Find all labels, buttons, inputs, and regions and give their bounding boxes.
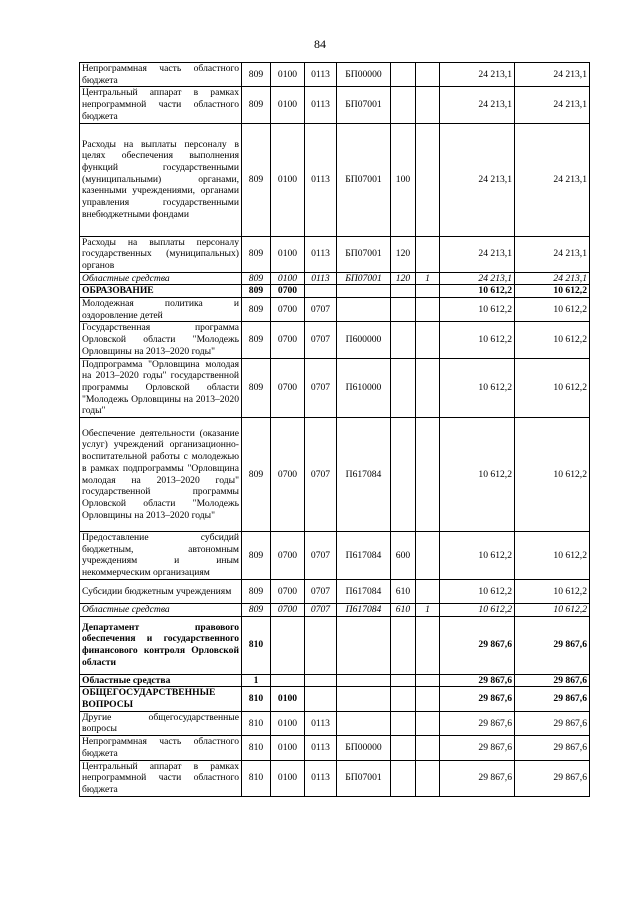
cell-expense-type — [391, 285, 416, 298]
cell-subsection: 0113 — [305, 63, 337, 87]
cell-target-article — [337, 285, 391, 298]
cell-source — [416, 711, 440, 735]
cell-target-article: П617084 — [337, 603, 391, 616]
cell-expense-type: 610 — [391, 603, 416, 616]
cell-amount-1: 29 867,6 — [440, 687, 515, 711]
cell-amount-2: 10 612,2 — [515, 322, 590, 358]
cell-section: 0100 — [271, 760, 305, 796]
cell-subsection: 0707 — [305, 579, 337, 603]
cell-subsection — [305, 674, 337, 687]
table-row — [80, 687, 590, 711]
cell-amount-2: 24 213,1 — [515, 272, 590, 285]
cell-amount-2: 29 867,6 — [515, 674, 590, 687]
cell-subsection: 0707 — [305, 603, 337, 616]
cell-expense-type — [391, 63, 416, 87]
table-row — [80, 63, 590, 87]
cell-source — [416, 322, 440, 358]
cell-section: 0100 — [271, 123, 305, 236]
cell-amount-2: 29 867,6 — [515, 616, 590, 674]
cell-section: 0700 — [271, 418, 305, 532]
cell-target-article: БП07001 — [337, 272, 391, 285]
cell-section — [271, 616, 305, 674]
cell-expense-type — [391, 298, 416, 322]
cell-target-article — [337, 616, 391, 674]
cell-expense-type — [391, 616, 416, 674]
cell-target-article: БП07001 — [337, 87, 391, 123]
cell-expense-type — [391, 674, 416, 687]
cell-source — [416, 674, 440, 687]
cell-source — [416, 87, 440, 123]
row-name: Предоставление субсидий бюджетным, автономным учреждениям и иным некоммерческим организациям — [80, 532, 242, 580]
cell-target-article: П610000 — [337, 358, 391, 418]
budget-table — [79, 62, 590, 797]
cell-target-article: П600000 — [337, 322, 391, 358]
cell-expense-type: 600 — [391, 532, 416, 580]
cell-source — [416, 579, 440, 603]
cell-subsection: 0113 — [305, 272, 337, 285]
table-row — [80, 285, 590, 298]
cell-source — [416, 285, 440, 298]
cell-expense-type: 610 — [391, 579, 416, 603]
cell-grbs: 810 — [242, 736, 271, 760]
cell-source — [416, 532, 440, 580]
cell-amount-1: 10 612,2 — [440, 603, 515, 616]
cell-grbs: 809 — [242, 418, 271, 532]
cell-subsection: 0113 — [305, 87, 337, 123]
cell-subsection: 0113 — [305, 236, 337, 272]
cell-source: 1 — [416, 603, 440, 616]
row-name: Подпрограмма "Орловщина молодая на 2013–2020 годы" государственной программы Орловской области "Молодежь Орловщины на 2013–2020 годы" — [80, 358, 242, 418]
cell-target-article: П617084 — [337, 418, 391, 532]
cell-grbs: 809 — [242, 236, 271, 272]
cell-expense-type: 120 — [391, 236, 416, 272]
cell-grbs: 809 — [242, 579, 271, 603]
cell-amount-2: 10 612,2 — [515, 603, 590, 616]
cell-amount-1: 10 612,2 — [440, 298, 515, 322]
cell-amount-1: 24 213,1 — [440, 236, 515, 272]
row-name: Обеспечение деятельности (оказание услуг) учреждений организационно-воспитательной работы с молодежью в рамках подпрограммы "Орловщина молодая на 2013–2020 годы" государственной программы Орловской области "Молодежь Орловщины на 2013–2020 годы" — [80, 418, 242, 532]
cell-grbs: 809 — [242, 285, 271, 298]
table-row — [80, 711, 590, 735]
table-row — [80, 579, 590, 603]
cell-section: 0700 — [271, 285, 305, 298]
cell-amount-1: 10 612,2 — [440, 358, 515, 418]
cell-subsection — [305, 285, 337, 298]
cell-expense-type — [391, 736, 416, 760]
cell-section: 0100 — [271, 63, 305, 87]
table-row — [80, 322, 590, 358]
table-row — [80, 236, 590, 272]
row-name: Департамент правового обеспечения и государственного финансового контроля Орловской области — [80, 616, 242, 674]
table-row — [80, 272, 590, 285]
cell-section — [271, 674, 305, 687]
cell-target-article: П617084 — [337, 579, 391, 603]
cell-subsection — [305, 616, 337, 674]
cell-source — [416, 298, 440, 322]
cell-grbs: 809 — [242, 358, 271, 418]
cell-grbs: 809 — [242, 272, 271, 285]
cell-subsection: 0707 — [305, 322, 337, 358]
cell-expense-type — [391, 687, 416, 711]
cell-amount-2: 24 213,1 — [515, 123, 590, 236]
cell-amount-2: 29 867,6 — [515, 711, 590, 735]
cell-expense-type: 120 — [391, 272, 416, 285]
cell-source — [416, 418, 440, 532]
cell-target-article: БП00000 — [337, 736, 391, 760]
cell-amount-1: 29 867,6 — [440, 760, 515, 796]
cell-target-article — [337, 674, 391, 687]
cell-section: 0100 — [271, 687, 305, 711]
cell-amount-1: 24 213,1 — [440, 123, 515, 236]
cell-target-article: П617084 — [337, 532, 391, 580]
row-name: Непрограммная часть областного бюджета — [80, 63, 242, 87]
cell-expense-type — [391, 87, 416, 123]
row-name: Молодежная политика и оздоровление детей — [80, 298, 242, 322]
cell-subsection: 0113 — [305, 736, 337, 760]
cell-section: 0700 — [271, 603, 305, 616]
row-name: ОБЩЕГОСУДАРСТВЕННЫЕ ВОПРОСЫ — [80, 687, 242, 711]
table-row — [80, 418, 590, 532]
cell-subsection: 0707 — [305, 532, 337, 580]
cell-grbs: 810 — [242, 760, 271, 796]
cell-source — [416, 687, 440, 711]
row-name: Государственная программа Орловской области "Молодежь Орловщины на 2013–2020 годы" — [80, 322, 242, 358]
cell-grbs: 809 — [242, 63, 271, 87]
row-name: Областные средства — [80, 603, 242, 616]
cell-amount-2: 10 612,2 — [515, 418, 590, 532]
cell-amount-2: 10 612,2 — [515, 358, 590, 418]
cell-section: 0100 — [271, 236, 305, 272]
cell-grbs: 809 — [242, 532, 271, 580]
cell-source — [416, 63, 440, 87]
row-name: Областные средства — [80, 674, 242, 687]
cell-subsection: 0113 — [305, 711, 337, 735]
cell-expense-type — [391, 358, 416, 418]
cell-grbs: 809 — [242, 123, 271, 236]
cell-amount-1: 29 867,6 — [440, 736, 515, 760]
cell-grbs: 810 — [242, 711, 271, 735]
table-row — [80, 674, 590, 687]
cell-target-article: БП07001 — [337, 760, 391, 796]
cell-source — [416, 358, 440, 418]
cell-section: 0100 — [271, 272, 305, 285]
table-row — [80, 358, 590, 418]
table-body — [80, 63, 590, 797]
cell-source: 1 — [416, 272, 440, 285]
cell-amount-2: 24 213,1 — [515, 63, 590, 87]
table-row — [80, 123, 590, 236]
row-name: Субсидии бюджетным учреждениям — [80, 579, 242, 603]
cell-target-article: БП07001 — [337, 123, 391, 236]
row-name: Расходы на выплаты персоналу государственных (муниципальных) органов — [80, 236, 242, 272]
cell-target-article: БП07001 — [337, 236, 391, 272]
row-name: Другие общегосударственные вопросы — [80, 711, 242, 735]
cell-amount-2: 24 213,1 — [515, 87, 590, 123]
cell-target-article — [337, 298, 391, 322]
cell-grbs: 810 — [242, 616, 271, 674]
cell-amount-2: 10 612,2 — [515, 579, 590, 603]
cell-source — [416, 760, 440, 796]
table-row — [80, 760, 590, 796]
cell-grbs: 809 — [242, 298, 271, 322]
cell-section: 0700 — [271, 322, 305, 358]
cell-source — [416, 123, 440, 236]
cell-section: 0100 — [271, 711, 305, 735]
cell-amount-1: 29 867,6 — [440, 674, 515, 687]
row-name: Непрограммная часть областного бюджета — [80, 736, 242, 760]
cell-section: 0700 — [271, 579, 305, 603]
page-number: 84 — [314, 37, 326, 51]
cell-amount-1: 10 612,2 — [440, 532, 515, 580]
table-row — [80, 532, 590, 580]
table-row — [80, 298, 590, 322]
row-name: Центральный аппарат в рамках непрограммной части областного бюджета — [80, 87, 242, 123]
cell-amount-2: 29 867,6 — [515, 736, 590, 760]
cell-amount-2: 29 867,6 — [515, 687, 590, 711]
cell-grbs: 1 — [242, 674, 271, 687]
cell-subsection: 0707 — [305, 298, 337, 322]
cell-amount-2: 10 612,2 — [515, 532, 590, 580]
cell-source — [416, 736, 440, 760]
row-name: Центральный аппарат в рамках непрограммной части областного бюджета — [80, 760, 242, 796]
cell-amount-1: 10 612,2 — [440, 322, 515, 358]
cell-target-article — [337, 711, 391, 735]
cell-amount-1: 29 867,6 — [440, 616, 515, 674]
cell-expense-type: 100 — [391, 123, 416, 236]
table-row — [80, 616, 590, 674]
cell-amount-2: 24 213,1 — [515, 236, 590, 272]
cell-target-article: БП00000 — [337, 63, 391, 87]
table-row — [80, 736, 590, 760]
table-row — [80, 87, 590, 123]
cell-amount-1: 10 612,2 — [440, 579, 515, 603]
cell-expense-type — [391, 711, 416, 735]
cell-amount-2: 10 612,2 — [515, 285, 590, 298]
cell-grbs: 809 — [242, 87, 271, 123]
row-name: Областные средства — [80, 272, 242, 285]
cell-amount-1: 24 213,1 — [440, 63, 515, 87]
cell-section: 0700 — [271, 532, 305, 580]
cell-source — [416, 616, 440, 674]
row-name: Расходы на выплаты персоналу в целях обеспечения выполнения функций государственными (муниципальными) органами, казенными учреждениями, органами управления государственными внебюджетными фондами — [80, 123, 242, 236]
cell-expense-type — [391, 760, 416, 796]
cell-grbs: 809 — [242, 322, 271, 358]
cell-amount-2: 29 867,6 — [515, 760, 590, 796]
cell-section: 0100 — [271, 87, 305, 123]
cell-expense-type — [391, 322, 416, 358]
cell-subsection — [305, 687, 337, 711]
cell-grbs: 810 — [242, 687, 271, 711]
cell-subsection: 0707 — [305, 358, 337, 418]
cell-amount-1: 24 213,1 — [440, 272, 515, 285]
cell-amount-1: 10 612,2 — [440, 418, 515, 532]
cell-subsection: 0113 — [305, 760, 337, 796]
cell-source — [416, 236, 440, 272]
cell-target-article — [337, 687, 391, 711]
cell-amount-1: 10 612,2 — [440, 285, 515, 298]
cell-amount-1: 29 867,6 — [440, 711, 515, 735]
cell-section: 0700 — [271, 298, 305, 322]
cell-subsection: 0113 — [305, 123, 337, 236]
cell-subsection: 0707 — [305, 418, 337, 532]
cell-expense-type — [391, 418, 416, 532]
cell-amount-1: 24 213,1 — [440, 87, 515, 123]
table-row — [80, 603, 590, 616]
cell-section: 0700 — [271, 358, 305, 418]
cell-grbs: 809 — [242, 603, 271, 616]
cell-amount-2: 10 612,2 — [515, 298, 590, 322]
row-name: ОБРАЗОВАНИЕ — [80, 285, 242, 298]
cell-section: 0100 — [271, 736, 305, 760]
